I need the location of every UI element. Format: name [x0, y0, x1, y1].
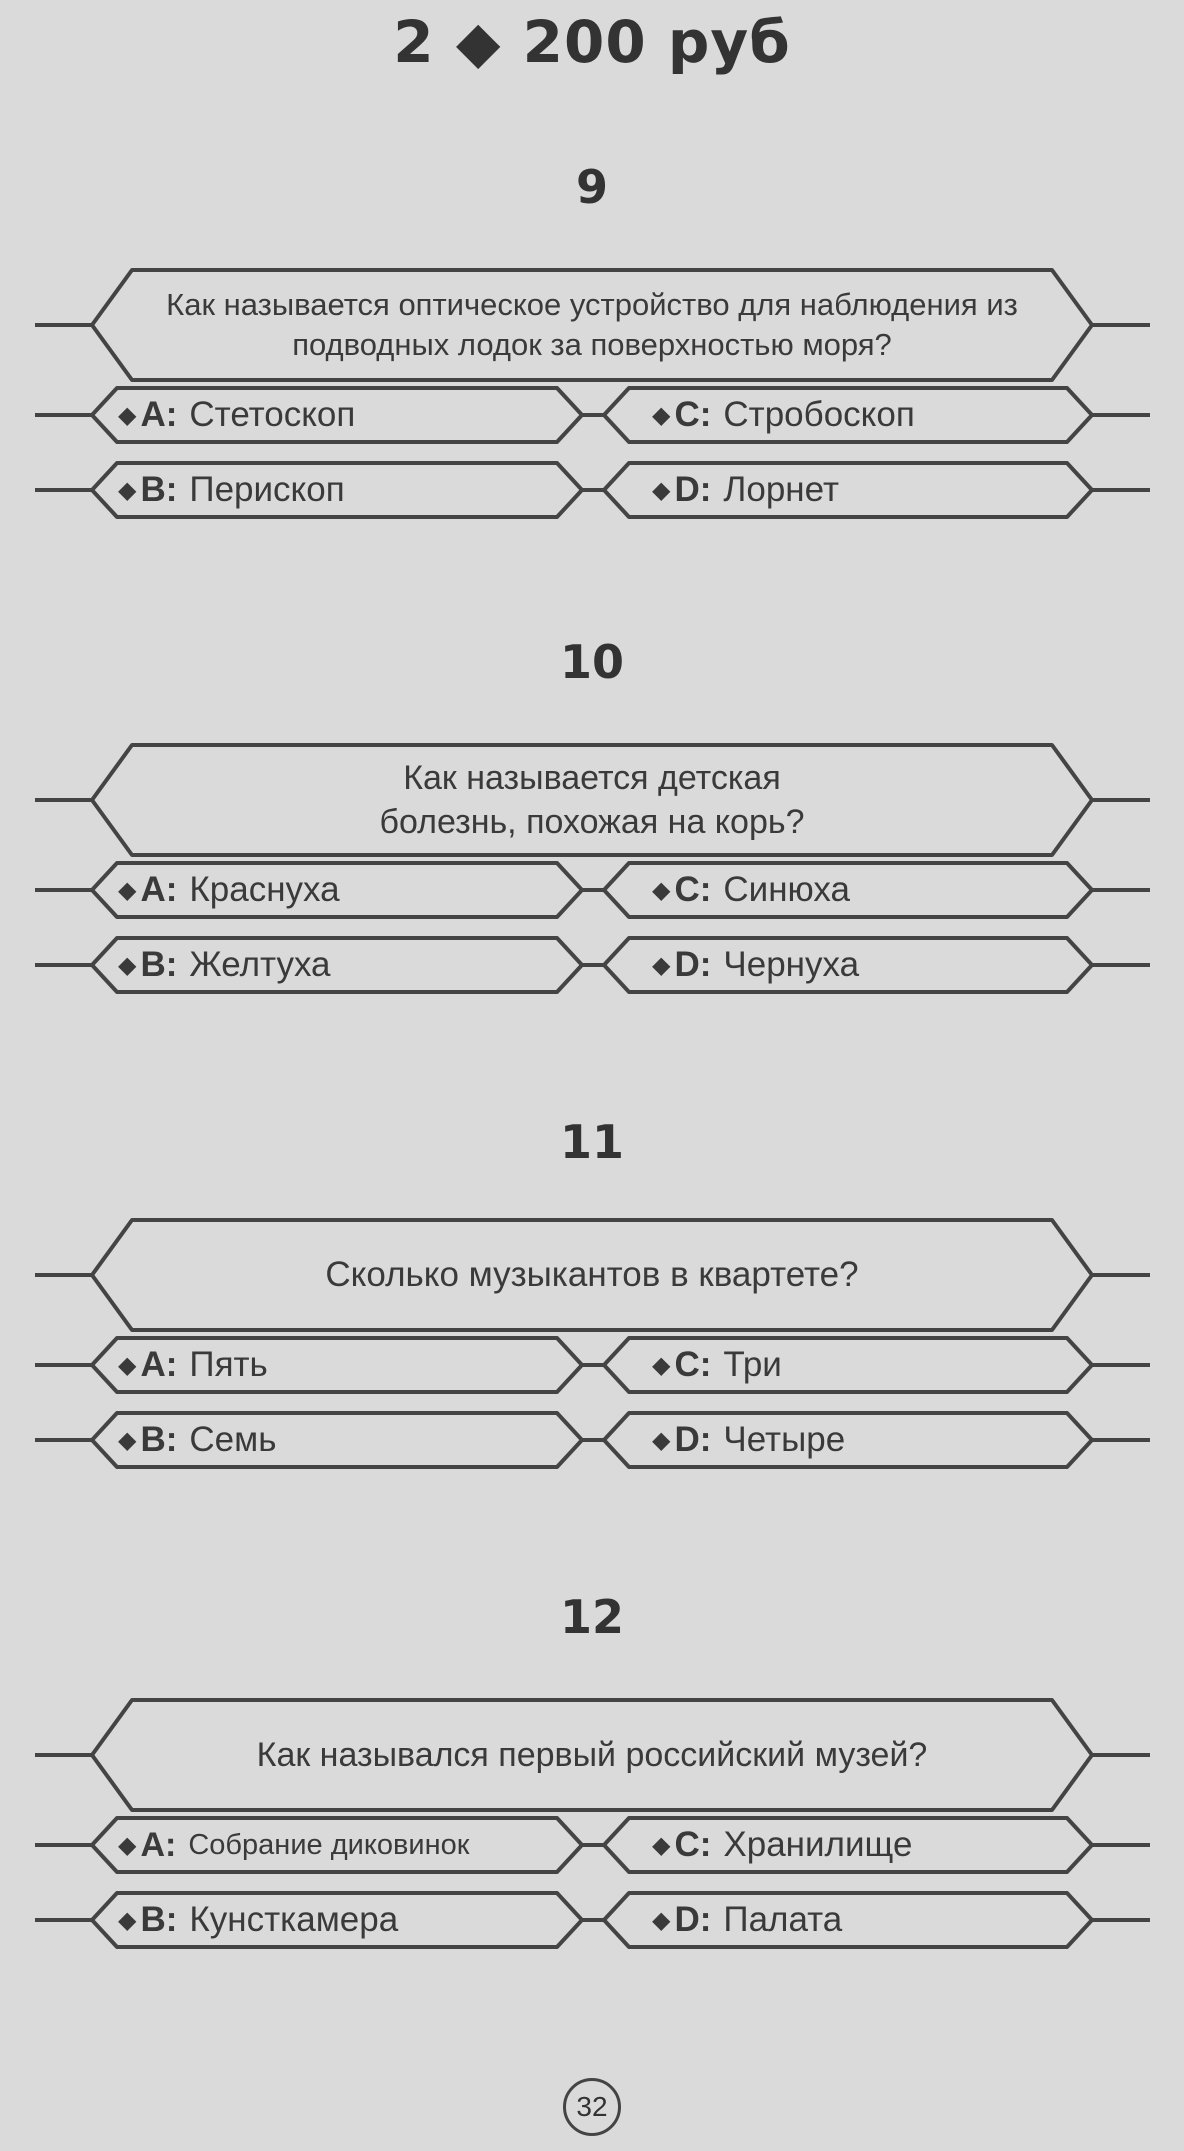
answer-option[interactable]: [652, 388, 915, 442]
diamond-bullet-icon: ◆: [652, 1831, 671, 1859]
question-number: 9: [575, 160, 608, 214]
answer-option[interactable]: [118, 463, 345, 517]
diamond-bullet-icon: ◆: [652, 1351, 671, 1379]
answer-text: Пять: [189, 1345, 268, 1384]
answer-option[interactable]: [118, 938, 331, 992]
diamond-bullet-icon: ◆: [652, 876, 671, 904]
answer-option[interactable]: [652, 1818, 912, 1872]
question-number: 12: [559, 1590, 624, 1644]
answer-text: Стробоскоп: [723, 395, 915, 434]
diamond-bullet-icon: ◆: [652, 1906, 671, 1934]
question-text: Как назывался первый российский музей?: [256, 1735, 928, 1774]
answer-text: Кунсткамера: [189, 1900, 399, 1939]
question-number: 11: [559, 1115, 624, 1169]
answer-letter: C:: [674, 870, 712, 909]
diamond-bullet-icon: ◆: [118, 1351, 137, 1379]
answer-letter: B:: [140, 470, 178, 509]
diamond-bullet-icon: ◆: [118, 476, 137, 504]
answer-text: Три: [723, 1345, 782, 1384]
answer-letter: A:: [140, 1345, 178, 1384]
answer-text: Чернуха: [723, 945, 860, 984]
answer-option[interactable]: [118, 1413, 276, 1467]
answer-text: Палата: [723, 1900, 843, 1939]
answer-text: Хранилище: [723, 1825, 913, 1864]
diamond-bullet-icon: ◆: [652, 401, 671, 429]
answer-option[interactable]: [118, 388, 355, 442]
answer-option[interactable]: [652, 938, 859, 992]
answer-option[interactable]: [118, 863, 340, 917]
question-text: Как называется оптическое устройство для наблюдения из подводных лодок за поверхностью моря?: [166, 286, 1018, 362]
answer-letter: D:: [674, 1420, 712, 1459]
answer-letter: C:: [674, 1825, 712, 1864]
answer-text: Семь: [189, 1420, 277, 1459]
answer-text: Четыре: [723, 1420, 846, 1459]
answer-letter: C:: [674, 395, 712, 434]
diamond-bullet-icon: ◆: [652, 951, 671, 979]
diamond-bullet-icon: ◆: [118, 401, 137, 429]
diamond-bullet-icon: ◆: [118, 1831, 137, 1859]
answer-letter: B:: [140, 1900, 178, 1939]
answer-text: Перископ: [189, 470, 345, 509]
diamond-bullet-icon: ◆: [118, 876, 137, 904]
answer-text: Краснуха: [189, 870, 340, 909]
answer-text: Лорнет: [723, 470, 839, 509]
answer-letter: C:: [674, 1345, 712, 1384]
diamond-bullet-icon: ◆: [118, 1906, 137, 1934]
answer-text: Синюха: [723, 870, 850, 909]
diamond-bullet-icon: ◆: [118, 951, 137, 979]
answer-option[interactable]: [652, 863, 850, 917]
question-text: Как называется детская болезнь, похожая на корь?: [379, 758, 805, 841]
answer-option[interactable]: [652, 1893, 842, 1947]
page-title: 2 ◆ 200 руб: [393, 8, 791, 76]
diamond-bullet-icon: ◆: [118, 1426, 137, 1454]
answer-letter: D:: [674, 945, 712, 984]
answer-text: Желтуха: [189, 945, 331, 984]
page-number: 32: [563, 2078, 621, 2136]
answer-option[interactable]: [118, 1818, 469, 1872]
answer-letter: D:: [674, 1900, 712, 1939]
answer-option[interactable]: [652, 463, 839, 517]
answer-letter: A:: [140, 1825, 177, 1864]
answer-letter: A:: [140, 395, 178, 434]
question-text: Сколько музыкантов в квартете?: [325, 1255, 859, 1295]
diamond-bullet-icon: ◆: [652, 1426, 671, 1454]
answer-letter: A:: [140, 870, 178, 909]
question-number: 10: [559, 635, 624, 689]
answer-letter: B:: [140, 1420, 178, 1459]
answer-option[interactable]: [118, 1338, 268, 1392]
diamond-bullet-icon: ◆: [652, 476, 671, 504]
answer-letter: B:: [140, 945, 178, 984]
answer-option[interactable]: [652, 1338, 782, 1392]
answer-text: Стетоскоп: [189, 395, 356, 434]
answer-letter: D:: [674, 470, 712, 509]
answer-text: Собрание диковинок: [188, 1828, 470, 1861]
answer-option[interactable]: [652, 1413, 845, 1467]
answer-option[interactable]: [118, 1893, 398, 1947]
